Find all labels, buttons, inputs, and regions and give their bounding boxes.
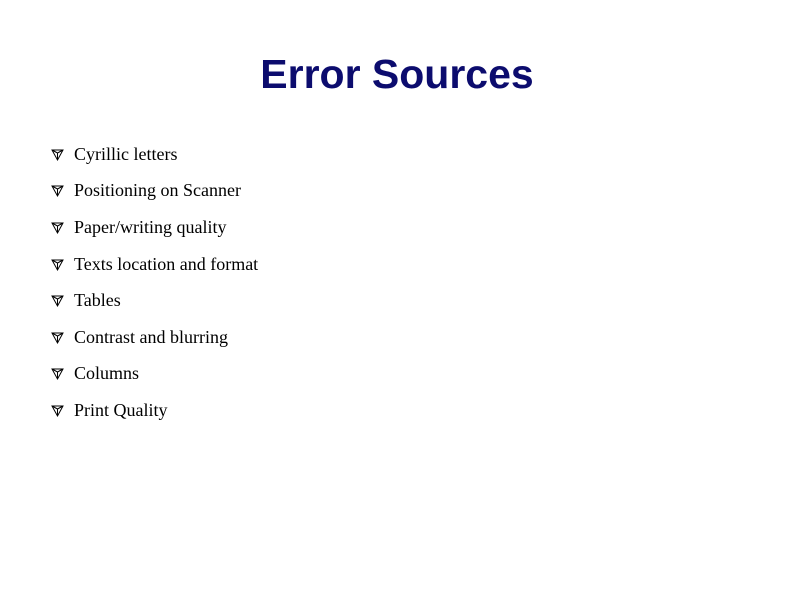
diamond-bullet-icon	[50, 403, 65, 418]
slide-title: Error Sources	[260, 51, 534, 97]
bullet-list	[50, 136, 258, 429]
diamond-bullet-icon	[50, 257, 65, 272]
list-item	[50, 356, 258, 393]
list-item	[50, 209, 258, 246]
bullet-text: Tables	[74, 290, 121, 311]
list-item	[50, 136, 258, 173]
bullet-text: Texts location and format	[74, 253, 259, 274]
diamond-bullet-icon	[50, 220, 65, 235]
list-item	[50, 392, 258, 429]
diamond-bullet-icon	[50, 147, 65, 162]
bullet-text: Contrast and blurring	[74, 326, 228, 347]
bullet-text: Cyrillic letters	[74, 143, 178, 164]
list-item	[50, 282, 258, 319]
diamond-bullet-icon	[50, 183, 65, 198]
bullet-text: Print Quality	[74, 399, 168, 420]
list-item	[50, 319, 258, 356]
bullet-text: Paper/writing quality	[74, 216, 227, 237]
diamond-bullet-icon	[50, 293, 65, 308]
diamond-bullet-icon	[50, 330, 65, 345]
bullet-text: Positioning on Scanner	[74, 180, 241, 201]
list-item	[50, 246, 258, 283]
diamond-bullet-icon	[50, 366, 65, 381]
bullet-text: Columns	[74, 363, 140, 384]
list-item	[50, 173, 258, 210]
